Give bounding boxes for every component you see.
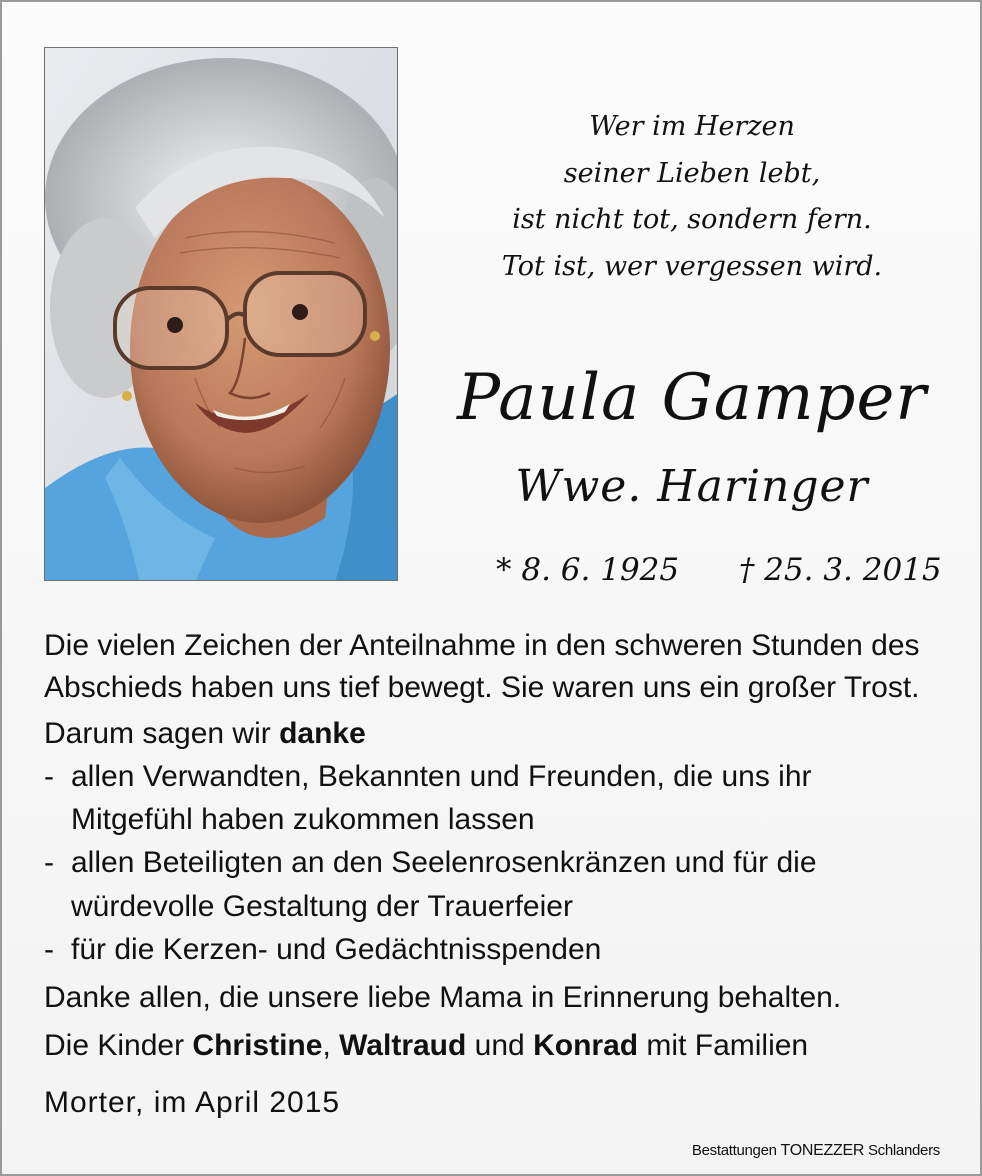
intro-line: Abschieds haben uns tief bewegt. Sie waren uns ein großer Trost. — [44, 671, 920, 704]
intro-line: Die vielen Zeichen der Anteilnahme in den schweren Stunden des — [44, 629, 920, 662]
deceased-subname: Wwe. Haringer — [515, 461, 869, 512]
memorial-poem — [482, 104, 902, 290]
darum-line: Darum sagen wir danke — [44, 717, 366, 750]
obituary-card: Wer im Herzen seiner Lieben lebt, ist nicht tot, sondern fern. Tot ist, wer vergessen wird. Paula Gamper Wwe. Haringer * 8. 6. 1925 † 25. 3. 2015 Die vielen Zeichen der Anteilnahme in den schweren Stunden des Abschieds haben uns tief bewegt. Sie waren uns ein großer Trost. Darum sagen wir danke - allen Verwandten, Bekannten und Freunden, die uns ihr Mitgefühl haben zukommen lassen - allen Beteiligten an den Seelenrosenkränzen und für die würdevolle Gestaltung der Trauerfeier - für die Kerzen- und Gedächtnisspenden Danke allen, die unsere liebe Mama in Erinnerung behalten. Die Kinder Christine, Waltraud und Konrad mit Familien Morter, im April 2015 Bestattungen TONEZZER Schlanders — [0, 0, 982, 1176]
danke-word: danke — [279, 717, 366, 750]
poem-line: Wer im Herzen — [589, 111, 795, 142]
birth-date: * 8. 6. 1925 — [496, 552, 680, 588]
life-dates — [496, 548, 942, 592]
deceased-name: Paula Gamper — [457, 361, 927, 435]
thanks-line: Danke allen, die unsere liebe Mama in Erinnerung behalten. — [44, 981, 842, 1014]
place-date: Morter, im April 2015 — [44, 1086, 341, 1119]
poem-line: Tot ist, wer vergessen wird. — [501, 250, 883, 282]
death-date: † 25. 3. 2015 — [738, 552, 942, 588]
children-line: Die Kinder Christine, Waltraud und Konrad mit Familien — [44, 1029, 809, 1062]
portrait-photo — [44, 47, 398, 581]
child-name: Waltraud — [339, 1029, 467, 1062]
poem-line: seiner Lieben lebt, — [563, 157, 821, 189]
child-name: Konrad — [533, 1029, 639, 1062]
portrait-image — [45, 48, 398, 581]
funeral-home-credit: Bestattungen TONEZZER Schlanders — [691, 1142, 940, 1159]
child-name: Christine — [192, 1029, 323, 1062]
poem-line: ist nicht tot, sondern fern. — [512, 204, 872, 235]
